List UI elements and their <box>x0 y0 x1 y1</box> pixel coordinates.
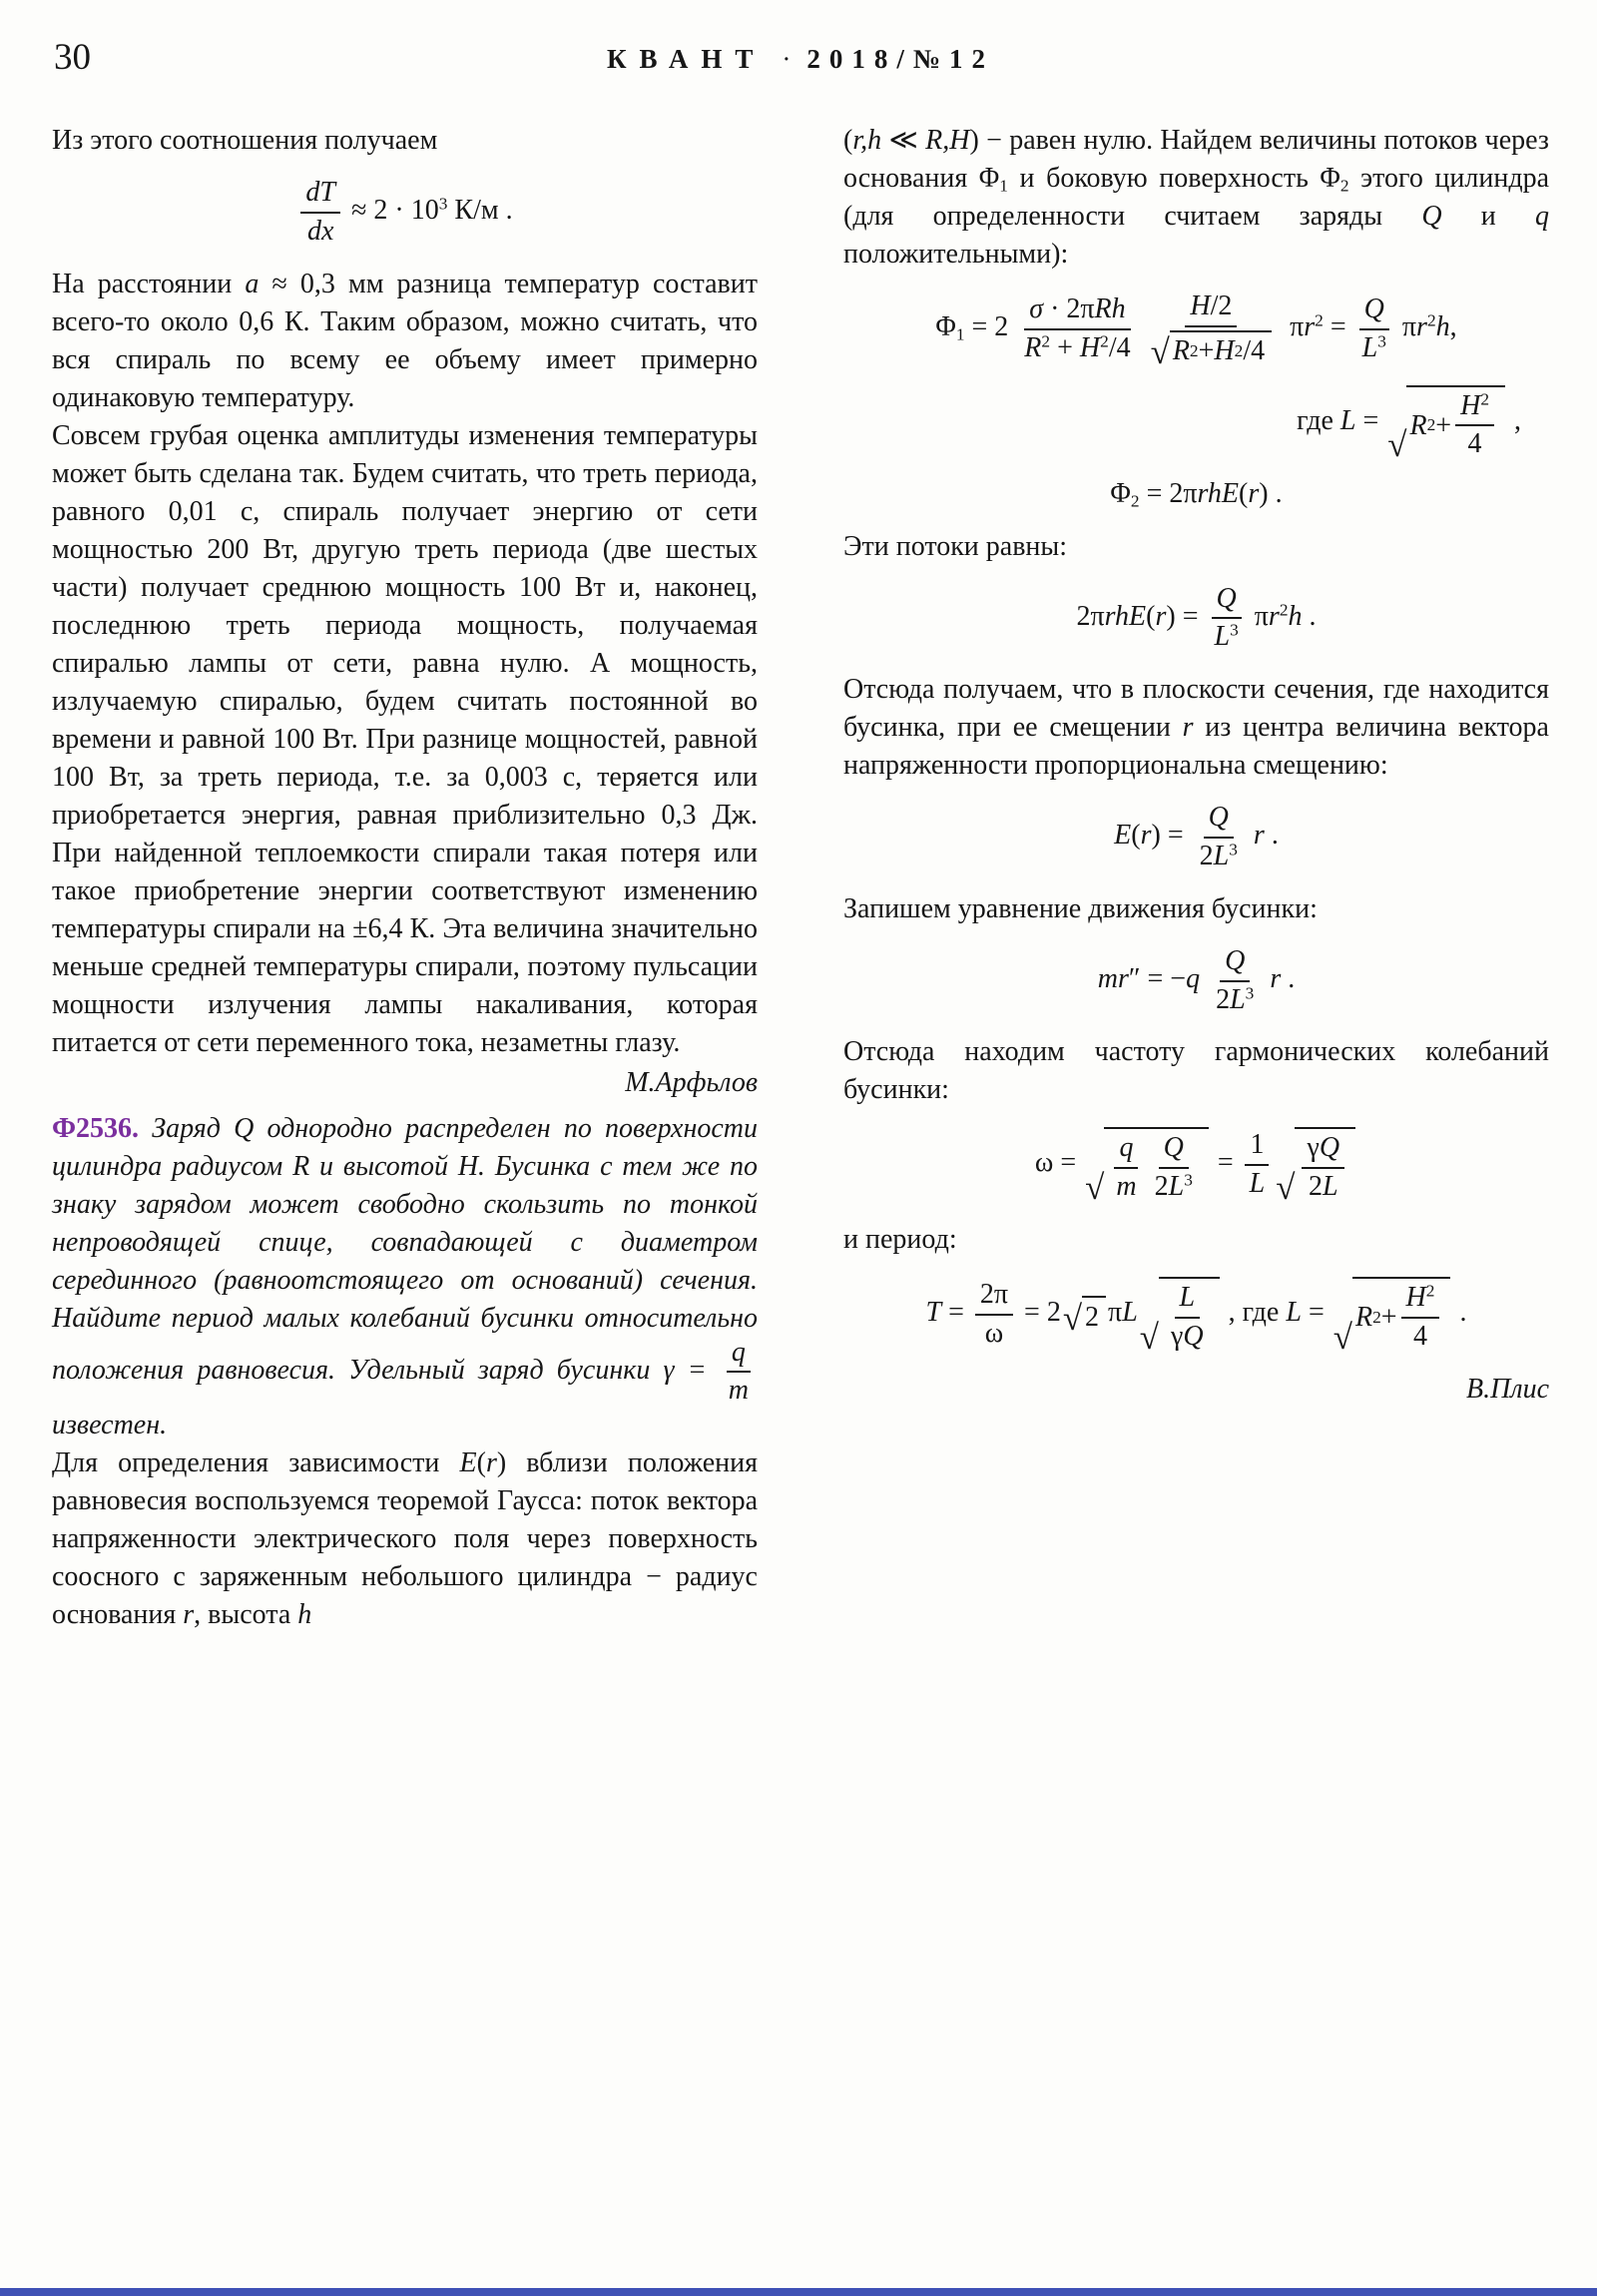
radical-icon: √ <box>1332 1317 1352 1357</box>
estimate-paragraph: Совсем грубая оценка амплитуды изменения температуры может быть сделана так. Будем считать, что треть периода, равного 0,01 с, спираль получает энергию от сети мощностью 200 Вт, другую треть периода (две шестых части) получает среднюю мощность 100 Вт и, наконец, последнюю треть периода мощность, получаемая спиралью лампы от сети, равна нулю. А мощность, излучаемую спиралью, будем считать постоянной во времени и равной 100 Вт. При разнице мощностей, равной 100 Вт, за треть периода, т.е. за 0,003 с, теряется или приобретается энергия, равная приблизительно 0,3 Дж. При найденной теплоемкости спирали такая потеря или такое приобретение энергии соответствуют изменению температуры спирали на ±6,4 К. Эта величина значительно меньше средней температуры спирали, поэтому пульсации мощности излучения лампы накаливания, которая питается от сети переменного тока, незаметны глазу. <box>52 419 758 1058</box>
intro-paragraph: Из этого соотношения получаем <box>52 125 438 156</box>
fraction: $\frac{Q}{L^3}$ <box>1357 294 1391 364</box>
period-paragraph: и период: <box>843 1223 957 1255</box>
fraction: $\frac{H^2}{4}$ <box>1401 1283 1440 1353</box>
fraction: H/2 √ R 2 + H 2 /4 <box>1144 291 1280 367</box>
fraction: $\frac{\gamma Q}{2L}$ <box>1302 1133 1344 1203</box>
L-definition: где L = √ R 2 + $\frac{H^2}{4}$ , <box>843 385 1549 461</box>
fraction: $\frac{H^2}{4}$ <box>1455 391 1494 461</box>
masthead-separator: · <box>782 44 792 74</box>
issue-label: 2018/№12 <box>806 44 995 74</box>
phi2-formula: $\Phi_2 = 2\pi rhE(r)$ . <box>1110 478 1283 511</box>
problem-statement: Ф2536. Заряд Q однородно распределен по поверхности цилиндра радиусом R и высотой H. Бусинка с тем же по знаку зарядом может свободно скользить по тонкой непроводящей спице, совпадающей с диаметром серединного (равноотстоящего от оснований) сечения. Найдите период малых колебаний бусинки относительно положения равновесия. Удельный заряд бусинки γ = $\frac{q}{m}$ известен. <box>52 1112 758 1441</box>
footer-rule <box>0 2288 1597 2296</box>
gauss-paragraph: Для определения зависимости E(r) вблизи положения равновесия воспользуемся теоремой Гаусса: поток вектора напряженности электрического поля через поверхность соосного с заряженным небольшого цилиндра − радиус основания r, высота h <box>52 1447 758 1631</box>
radical-icon: √ <box>1139 1317 1159 1357</box>
fraction: $\frac{1}{L}$ <box>1245 1130 1271 1200</box>
fraction: $\frac{Q}{2L^3}$ <box>1199 802 1238 871</box>
flux-intro-paragraph: (r,h ≪ R,H) − равен нулю. Найдем величины потоков через основания $\Phi_1$ и боковую поверхность $\Phi_2$ этого цилиндра (для определенности считаем заряды Q и q положительными): <box>843 125 1549 270</box>
author-signature-right: В.Плис <box>1466 1373 1549 1405</box>
fraction: $\frac{\text{σ · 2πRh}}{R^2 + H^2/4}$ <box>1024 293 1131 363</box>
left-column <box>52 122 758 1634</box>
radical-icon: √ <box>1062 1298 1083 1338</box>
motion-formula: mr″ = −q $\frac{Q}{2L^3}$ r . <box>1097 944 1296 1015</box>
journal-title: КВАНТ <box>606 44 767 74</box>
radical-icon: √ <box>1387 425 1407 465</box>
masthead <box>52 44 1549 75</box>
fraction: $\frac{Q}{2L^3}$ <box>1216 944 1255 1015</box>
period-formula: T = $\frac{2\pi}{\omega}$ = 2 √ 2 πL √ $\frac{L}{\gamma Q}$ , где L = √ R 2 + $\frac{H^2}{4}$ . <box>925 1278 1467 1357</box>
radical-icon: √ <box>1276 1168 1296 1208</box>
square-root: √ R 2 + $\frac{H^2}{4}$ <box>1333 1277 1451 1353</box>
fraction: $\frac{L}{\gamma Q}$ <box>1170 1281 1204 1352</box>
flux-equality-formula: 2πrhE(r) = $\frac{Q}{L^3}$ $\pi r^2h$ . <box>1076 582 1317 653</box>
right-column <box>843 122 1549 1634</box>
square-root <box>1085 1127 1209 1208</box>
fraction: $\frac{q}{m}$ <box>728 1336 749 1407</box>
page-header <box>52 36 1549 98</box>
fraction: $\frac{2\pi}{\omega}$ <box>975 1280 1013 1350</box>
square-root: √ 2 <box>1063 1296 1106 1333</box>
fraction: $\frac{Q}{L^3}$ <box>1210 584 1244 654</box>
field-formula: E(r) = $\frac{Q}{2L^3}$ r . <box>1114 802 1279 871</box>
page-number: 30 <box>54 37 91 78</box>
fraction: $\frac{dT}{dx}$ <box>300 178 340 248</box>
square-root <box>1276 1127 1355 1208</box>
radical-icon: √ <box>1085 1168 1105 1208</box>
square-root <box>1139 1277 1220 1357</box>
author-signature-left: М.Арфьлов <box>625 1066 758 1098</box>
motion-paragraph: Запишем уравнение движения бусинки: <box>843 892 1318 924</box>
frequency-formula: ω = √ $\frac{q}{m}$ $\frac{Q}{2L^3}$ = $\frac{1}{L}$ √ $\frac{\gamma Q}{2L}$ <box>843 1127 1549 1203</box>
square-root: √ R 2 + $\frac{H^2}{4}$ <box>1387 385 1505 461</box>
gradient-formula: $\frac{dT}{dx}$ ≈ $2 \cdot 10^3$ К/м . <box>52 178 758 248</box>
frequency-paragraph: Отсюда находим частоту гармонических колебаний бусинки: <box>843 1036 1549 1106</box>
flux-equal-paragraph: Эти потоки равны: <box>843 530 1067 562</box>
two-column-layout <box>52 122 1549 1634</box>
phi1-formula: $\Phi_1 = 2$ $\frac{\text{σ · 2πRh}}{R^2 + H^2/4}$ H/2 √ R 2 + H 2 /4 $\pi r^2$ = $\frac{Q}{L^3}$ $\pi r^2h$, <box>935 290 1457 371</box>
temperature-paragraph: На расстоянии a ≈ 0,3 мм разница температур составит всего-то около 0,6 К. Таким образом, можно считать, что вся спираль по всему ее объему имеет примерно одинаковую температуру. <box>52 268 758 413</box>
fraction: $\frac{q}{m}$ <box>1116 1132 1137 1203</box>
radical-icon: √ <box>1150 331 1170 371</box>
field-paragraph: Отсюда получаем, что в плоскости сечения, где находится бусинка, при ее смещении r из центра величина вектора напряженности пропорциональна смещению: <box>843 674 1549 782</box>
fraction: $\frac{Q}{2L^3}$ <box>1154 1132 1193 1203</box>
square-root: √ R 2 + H 2 /4 <box>1151 330 1273 367</box>
